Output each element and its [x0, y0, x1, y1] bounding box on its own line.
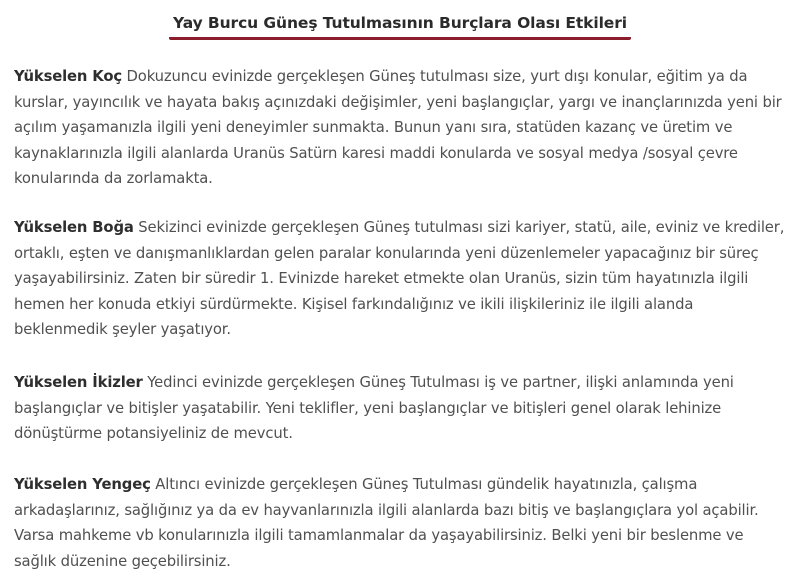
section-paragraph-boga	[14, 215, 789, 343]
article-title: Yay Burcu Güneş Tutulmasının Burçlara Olası Etkileri	[169, 14, 631, 40]
section-sign-label: Yükselen Boğa	[14, 219, 134, 236]
section-text: Yedinci evinizde gerçekleşen Güneş Tutulması iş ve partner, ilişki anlamında yeni başlangıçlar ve bitişler yaşatabilir. Yeni teklifler, yeni başlangıçlar ve bitişleri genel olarak lehinize dönüştürme potansiyeliniz de mevcut.	[14, 374, 734, 442]
section-text: Altıncı evinizde gerçekleşen Güneş Tutulması gündelik hayatınızla, çalışma arkadaşlarınız, sağlığınız ya da ev hayvanlarınızla ilgili alanlarda bazı bitiş ve başlangıçlara yol açabilir. Varsa mahkeme vb konularınızla ilgili tamamlanmalar da yaşayabilirsiniz. Belki yeni bir beslenme ve sağlık düzenine geçebilirsiniz.	[14, 476, 759, 570]
section-sign-label: Yükselen Yengeç	[14, 476, 151, 493]
section-paragraph-koc	[14, 64, 789, 192]
section-sign-label: Yükselen Koç	[14, 68, 122, 85]
section-paragraph-yengec	[14, 472, 789, 574]
section-sign-label: Yükselen İkizler	[14, 374, 143, 391]
section-text: Sekizinci evinizde gerçekleşen Güneş tutulması sizi kariyer, statü, aile, eviniz ve krediler, ortaklı, eşten ve danışmanlıklardan gelen paralar konularında yeni düzenlemeler yapacağınız bir süreç yaşayabilirsiniz. Zaten bir süredir 1. Evinizde hareket etmekte olan Uranüs, sizin tüm hayatınızla ilgili hemen her konuda etkiyi sürdürmekte. Kişisel farkındalığınız ve ikili ilişkileriniz ile ilgili alanda beklenmedik şeyler yaşatıyor.	[14, 219, 785, 338]
section-paragraph-ikizler	[14, 370, 789, 447]
title-container	[14, 0, 786, 50]
section-text: Dokuzuncu evinizde gerçekleşen Güneş tutulması size, yurt dışı konular, eğitim ya da kurslar, yayıncılık ve hayata bakış açınızdaki değişimler, yeni başlangıçlar, yargı ve inançlarınızda yeni bir açılım yaşamanızla ilgili yeni deneyimler sunmakta. Bunun yanı sıra, statüden kazanç ve üretim ve kaynaklarınızla ilgili alanlarda Uranüs Satürn karesi maddi konularda ve sosyal medya /sosyal çevre konularında da zorlamakta.	[14, 68, 782, 187]
